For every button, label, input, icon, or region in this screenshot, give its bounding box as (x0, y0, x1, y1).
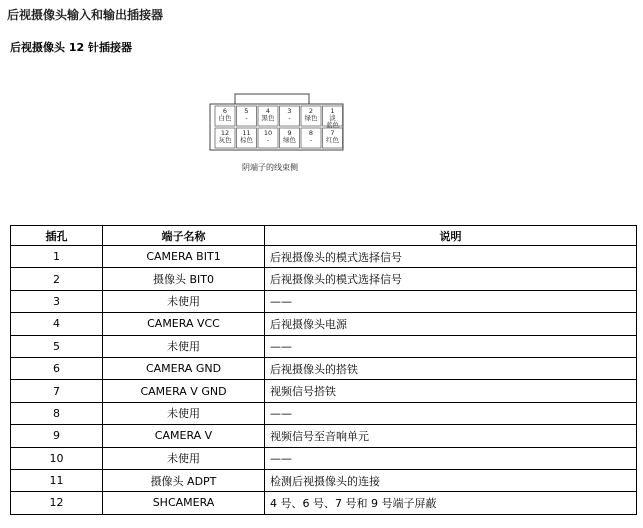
cell-terminal-name: CAMERA GND (103, 357, 265, 379)
table-row (11, 402, 637, 424)
connector-pin-color: - (288, 114, 291, 122)
connector-pin-color: - (245, 114, 248, 122)
connector-pin (323, 108, 343, 128)
table-row (11, 313, 637, 335)
connector-pin (258, 108, 278, 128)
connector-pin (237, 130, 257, 150)
cell-pin: 2 (11, 268, 103, 290)
connector-pin-color: 绿色 (283, 136, 296, 144)
connector-pin-number: 1 (330, 107, 335, 115)
connector-pin-color: 棕色 (240, 136, 253, 144)
cell-description: —— (265, 402, 637, 424)
table-header-row (11, 226, 637, 246)
cell-pin: 5 (11, 335, 103, 357)
connector-diagram (209, 93, 344, 151)
connector-pin (280, 108, 300, 128)
table-row (11, 335, 637, 357)
connector-pin (237, 108, 257, 128)
connector-pin-color: 绿色 (304, 114, 318, 122)
connector-pin (215, 130, 235, 150)
connector-pin-number: 7 (330, 129, 335, 137)
cell-description: 后视摄像头电源 (265, 313, 637, 335)
cell-pin: 6 (11, 357, 103, 379)
table-row (11, 425, 637, 447)
header-description: 说明 (265, 226, 637, 246)
cell-description: —— (265, 335, 637, 357)
connector-pin (215, 108, 235, 128)
cell-pin: 8 (11, 402, 103, 424)
connector-pin-color: 淡 蓝色 (326, 114, 339, 129)
connector-pin-color: 灰色 (218, 136, 232, 144)
cell-terminal-name: CAMERA V GND (103, 380, 265, 402)
connector-pin (258, 130, 278, 150)
cell-description: —— (265, 447, 637, 469)
cell-terminal-name: 未使用 (103, 290, 265, 312)
connector-pin (323, 130, 343, 150)
cell-pin: 10 (11, 447, 103, 469)
connector-pin-number: 6 (222, 107, 228, 115)
table-row (11, 380, 637, 402)
cell-pin: 11 (11, 469, 103, 491)
connector-pin-number: 3 (287, 107, 292, 115)
cell-description: 后视摄像头的模式选择信号 (265, 246, 637, 268)
connector-pin-number: 11 (242, 129, 251, 137)
table-row (11, 357, 637, 379)
connector-pin-number: 5 (244, 107, 249, 115)
section-title: 后视摄像头 12 针插接器 (10, 41, 132, 54)
table-row (11, 246, 637, 268)
connector-pin-number: 2 (308, 107, 314, 115)
cell-terminal-name: SHCAMERA (103, 492, 265, 514)
cell-description: —— (265, 290, 637, 312)
connector-pin-number: 4 (265, 107, 271, 115)
cell-pin: 1 (11, 246, 103, 268)
cell-pin: 12 (11, 492, 103, 514)
cell-description: 视频信号搭铁 (265, 380, 637, 402)
header-terminal-name: 端子名称 (103, 226, 265, 246)
cell-pin: 9 (11, 425, 103, 447)
cell-description: 后视摄像头的模式选择信号 (265, 268, 637, 290)
connector-pin-color: 白色 (218, 114, 232, 122)
cell-pin: 7 (11, 380, 103, 402)
connector-pin-color: 黑色 (261, 114, 275, 122)
cell-pin: 3 (11, 290, 103, 312)
connector-caption: 阴端子的线束侧 (242, 163, 298, 172)
cell-terminal-name: CAMERA V (103, 425, 265, 447)
cell-terminal-name: 摄像头 ADPT (103, 469, 265, 491)
connector-pin-number: 9 (287, 129, 292, 137)
connector-pin (301, 130, 321, 150)
connector-pin-color: 红色 (326, 136, 339, 144)
cell-terminal-name: 摄像头 BIT0 (103, 268, 265, 290)
table-row (11, 469, 637, 491)
document-title: 后视摄像头输入和输出插接器 (7, 8, 164, 22)
connector-pin-color: - (309, 136, 313, 144)
cell-terminal-name: 未使用 (103, 447, 265, 469)
cell-pin: 4 (11, 313, 103, 335)
pin-table (10, 225, 637, 515)
table-row (11, 492, 637, 514)
table-row (11, 268, 637, 290)
connector-pin (280, 130, 300, 150)
cell-description: 后视摄像头的搭铁 (265, 357, 637, 379)
header-pin: 插孔 (11, 226, 103, 246)
connector-pin-number: 12 (220, 129, 230, 137)
cell-description: 检测后视摄像头的连接 (265, 469, 637, 491)
connector-pin (301, 108, 321, 128)
cell-terminal-name: CAMERA VCC (103, 313, 265, 335)
connector-pin-color: - (266, 136, 270, 144)
cell-description: 4 号、6 号、7 号和 9 号端子屏蔽 (265, 492, 637, 514)
connector-pin-number: 8 (308, 129, 314, 137)
cell-terminal-name: 未使用 (103, 402, 265, 424)
cell-description: 视频信号至音响单元 (265, 425, 637, 447)
connector-pin-number: 10 (263, 129, 273, 137)
table-row (11, 290, 637, 312)
cell-terminal-name: CAMERA BIT1 (103, 246, 265, 268)
table-row (11, 447, 637, 469)
cell-terminal-name: 未使用 (103, 335, 265, 357)
